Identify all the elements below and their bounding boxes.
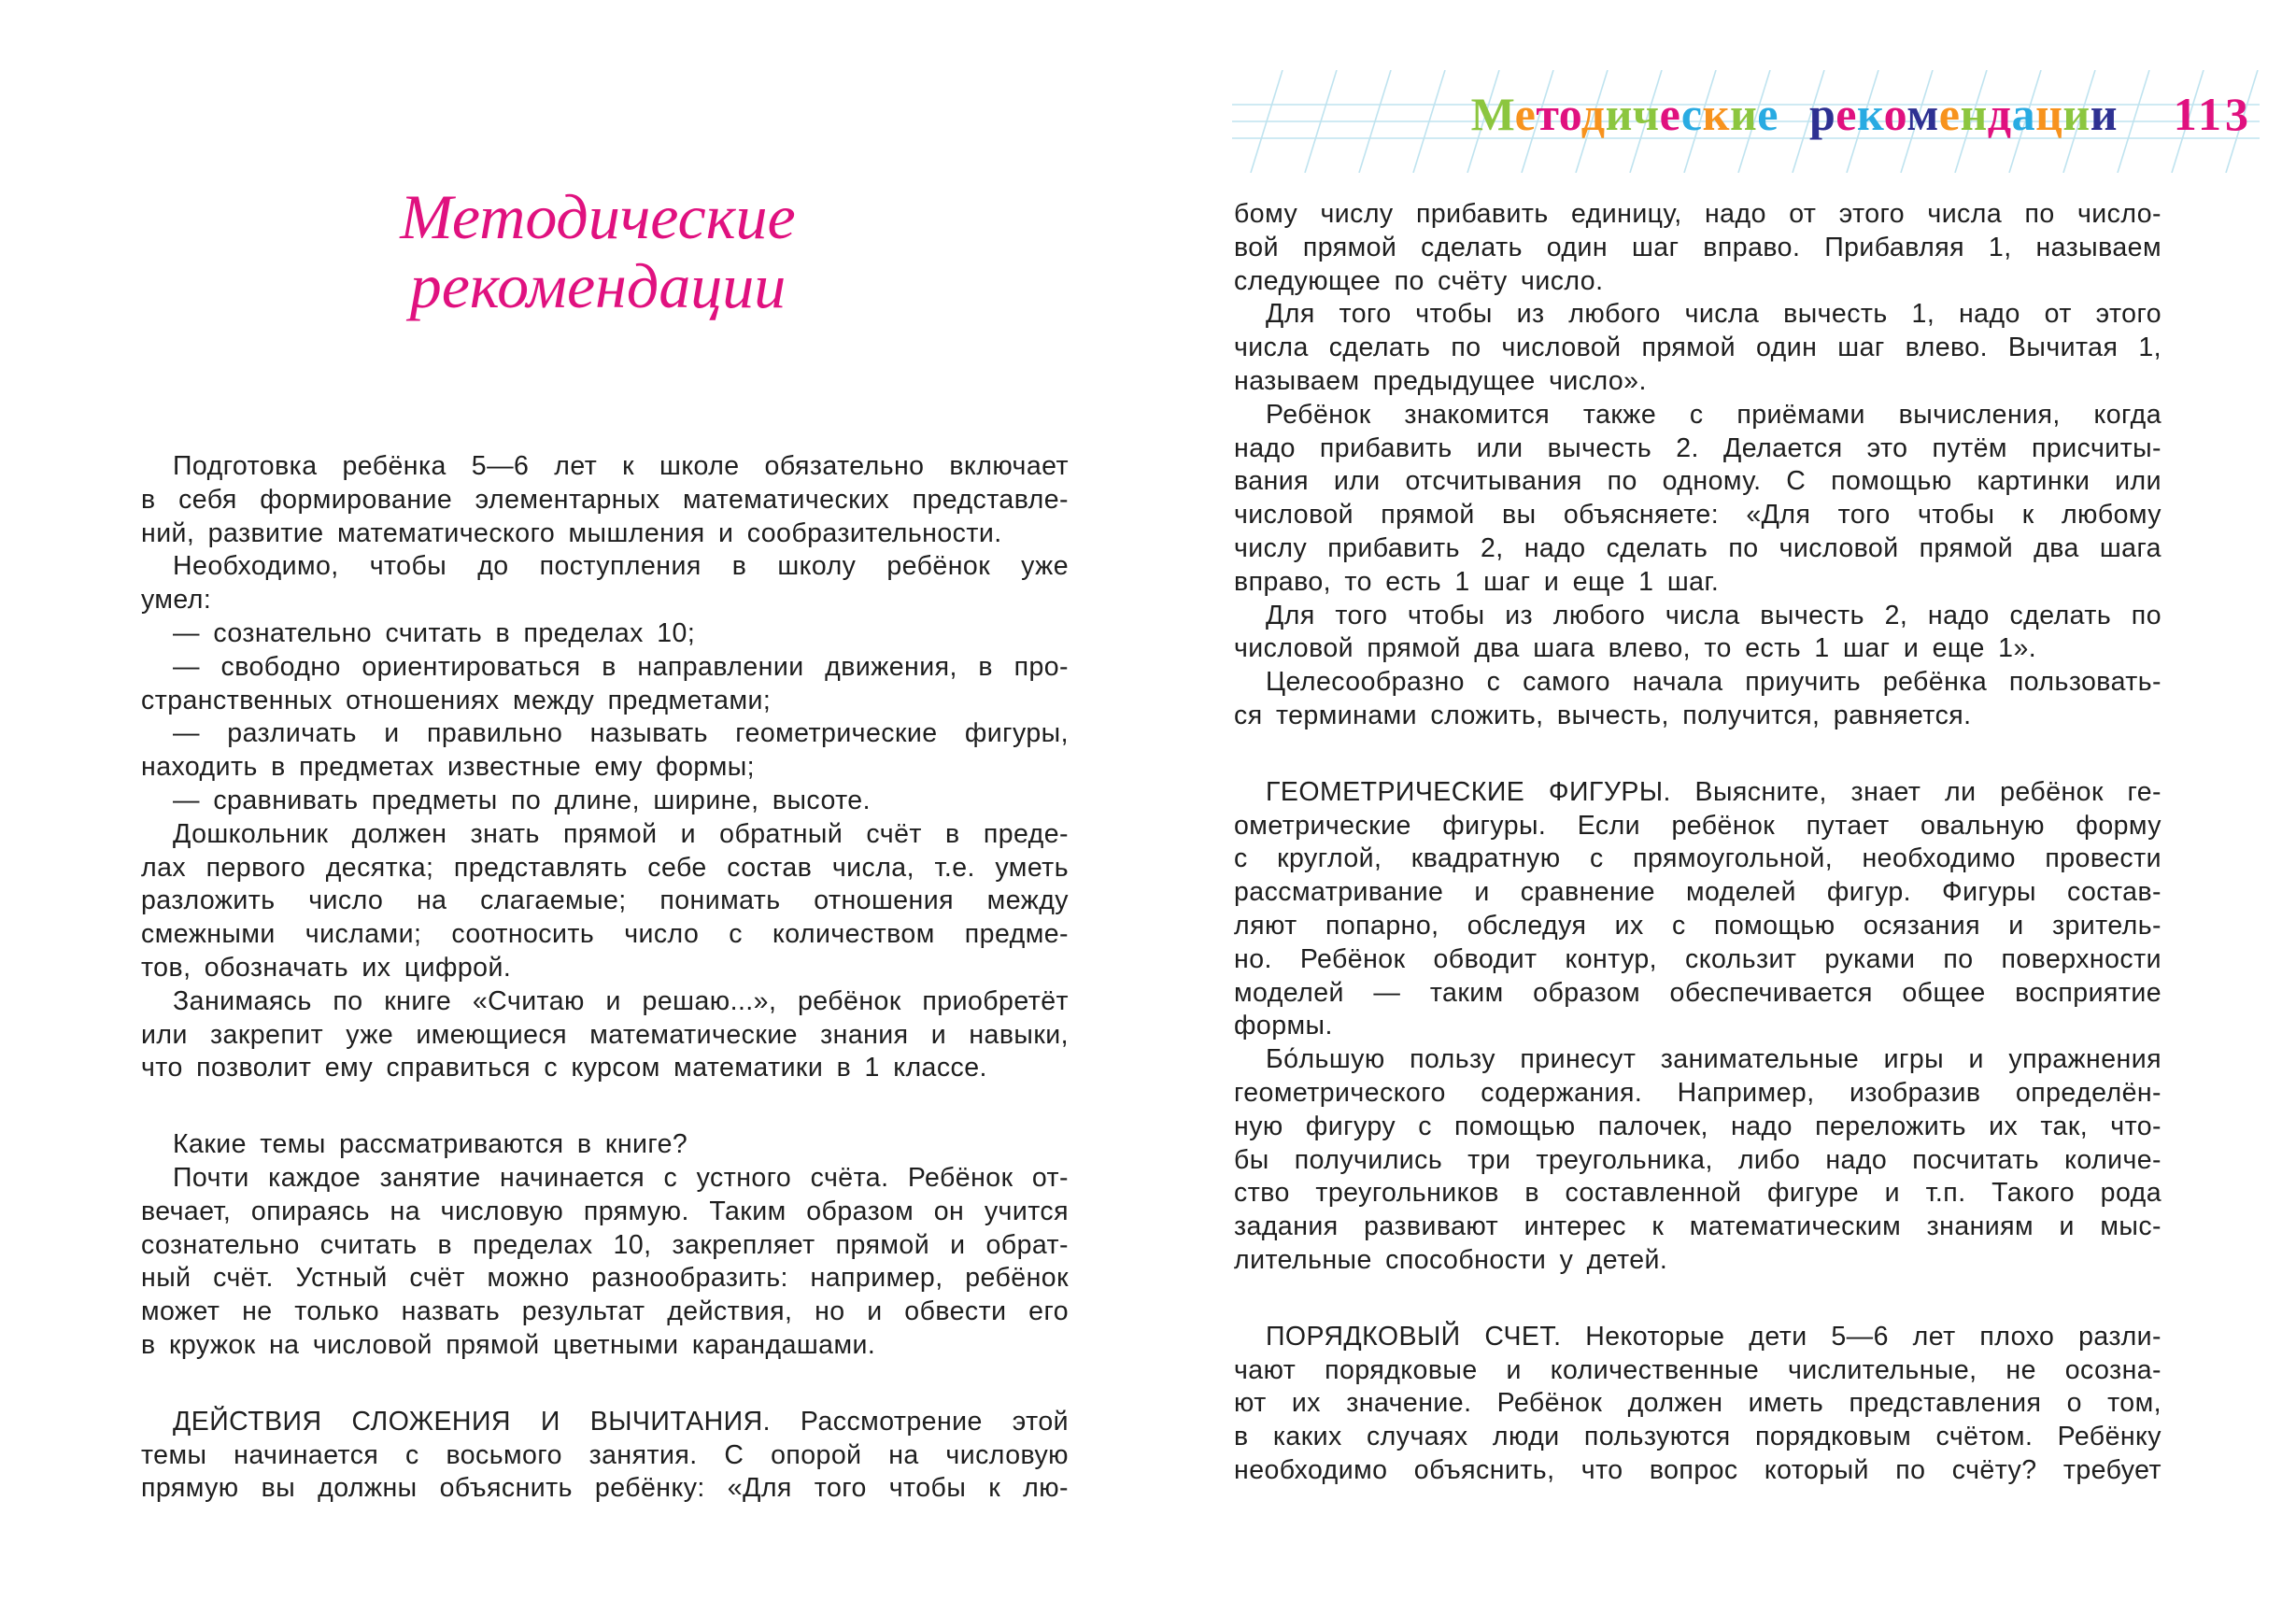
text-line: прямую вы должны объяснить ребёнку: «Для того чтобы к лю- <box>141 1473 1069 1504</box>
text-line: тов, обозначать их цифрой. <box>141 952 512 983</box>
text-line: ство треугольников в составленной фигуре и т.п. Такого рода <box>1234 1178 2161 1209</box>
text-line: числовой прямой вы объясняете: «Для того чтобы к любому <box>1234 500 2161 531</box>
header-title-letter: н <box>1960 88 1988 140</box>
text-line: Для того чтобы из любого числа вычесть 1, надо от этого <box>1266 299 2161 330</box>
text-line: — свободно ориентироваться в направлении движения, в про- <box>173 651 1069 682</box>
paragraph-gap <box>141 1363 1069 1406</box>
header-title-letter: е <box>1835 88 1857 140</box>
text-line: следующее по счёту число. <box>1234 265 1604 296</box>
chapter-title-line-2: рекомендации <box>409 250 787 321</box>
text-line: Подготовка ребёнка 5—6 лет к школе обязательно включает <box>173 451 1069 481</box>
text-line: лах первого десятка; представлять себе состав числа, т.е. уметь <box>141 852 1069 883</box>
header-title-letter: р <box>1808 88 1836 140</box>
header-title-letter: е <box>1938 88 1961 140</box>
text-line: ют их значение. Ребёнок должен иметь представления о том, <box>1234 1388 2161 1419</box>
text-line: рассматривание и сравнение моделей фигур. Фигуры состав- <box>1234 877 2161 908</box>
paragraph-gap <box>141 1085 1069 1128</box>
text-line: ся терминами сложить, вычесть, получится, равняется. <box>1234 700 1972 730</box>
text-line: — различать и правильно называть геометрические фигуры, <box>173 718 1069 749</box>
header-title-letter: е <box>1757 88 1779 140</box>
text-line: ную фигуру с помощью палочек, надо переложить их так, что- <box>1234 1111 2161 1141</box>
text-line: Какие темы рассматриваются в книге? <box>173 1129 688 1160</box>
text-line: числу прибавить 2, надо сделать по числовой прямой два шага <box>1234 532 2161 563</box>
text-line: странственных отношениях между предметами; <box>141 685 772 715</box>
text-line: формы. <box>1234 1011 1333 1041</box>
text-line: сознательно считать в пределах 10, закрепляет прямой и обрат- <box>141 1229 1069 1260</box>
text-line: ГЕОМЕТРИЧЕСКИЕ ФИГУРЫ. Выясните, знает ли ребёнок ге- <box>1266 776 2161 807</box>
text-line: чают порядковые и количественные числительные, не осозна- <box>1234 1354 2161 1385</box>
text-line: что позволит ему справиться с курсом математики в 1 классе. <box>141 1053 987 1083</box>
text-line: разложить число на слагаемые; понимать отношения между <box>141 885 1069 916</box>
header-title-letter: е <box>1514 88 1537 140</box>
header-title-letter: е <box>1659 88 1681 140</box>
header-title-letter: д <box>1580 88 1606 140</box>
text-line: Ребёнок знакомится также с приёмами вычисления, когда <box>1266 399 2161 430</box>
header-title-letter: и <box>1729 88 1758 140</box>
text-line: смежными числами; соотносить число с количеством предме- <box>141 919 1069 950</box>
running-header-title <box>1471 87 2118 141</box>
text-line: — сравнивать предметы по длине, ширине, высоте. <box>173 785 871 815</box>
text-line: в каких случаях люди пользуются порядковым счётом. Ребёнку <box>1234 1422 2161 1452</box>
text-line: ный счёт. Устный счёт можно разнообразить: например, ребёнок <box>141 1263 1069 1294</box>
header-title-letter: и <box>1605 88 1633 140</box>
chapter-title-line-1: Методические <box>400 181 796 252</box>
text-line: ний, развитие математического мышления и сообразительности. <box>141 517 1002 548</box>
text-line: вечает, опираясь на числовую прямую. Таким образом он учится <box>141 1196 1069 1226</box>
paragraph-gap <box>1234 1278 2161 1321</box>
header-title-letter: т <box>1536 88 1559 140</box>
header-title-letter: д <box>1987 88 2012 140</box>
text-line: умел: <box>141 585 212 616</box>
text-line: или закрепит уже имеющиеся математические знания и навыки, <box>141 1019 1069 1050</box>
right-page <box>1148 0 2296 1600</box>
chapter-title <box>336 182 859 320</box>
text-line: темы начинается с восьмого занятия. С опорой на числовую <box>141 1439 1069 1470</box>
text-line: с круглой, квадратную с прямоугольной, необходимо провести <box>1234 843 2161 874</box>
text-line: числовой прямой два шага влево, то есть 1 шаг и еще 1». <box>1234 633 2037 664</box>
header-title-letter: м <box>1906 88 1939 140</box>
text-line: Для того чтобы из любого числа вычесть 2, надо сделать по <box>1266 600 2161 630</box>
page-number: 113 <box>2173 88 2252 140</box>
text-line: но. Ребёнок обводит контур, скользит руками по поверхности <box>1234 943 2161 974</box>
text-line: необходимо объяснить, что вопрос который по счёту? требует <box>1234 1454 2161 1485</box>
text-line: бому числу прибавить единицу, надо от этого числа по число- <box>1234 199 2161 229</box>
text-line: ПОРЯДКОВЫЙ СЧЕТ. Некоторые дети 5—6 лет плохо разли- <box>1266 1321 2161 1352</box>
header-title-letter: ч <box>1632 88 1660 140</box>
text-line: геометрического содержания. Например, изобразив определён- <box>1234 1077 2161 1108</box>
text-line: может не только назвать результат действия, но и обвести его <box>141 1296 1069 1327</box>
header-title-letter: ц <box>2035 88 2063 140</box>
header-title-letter: и <box>2090 88 2118 140</box>
text-line: вправо, то есть 1 шаг и еще 1 шаг. <box>1234 566 1720 597</box>
text-line: в себя формирование элементарных математических представле- <box>141 484 1069 515</box>
text-line: моделей — таким образом обеспечивается общее восприятие <box>1234 977 2161 1008</box>
text-line: Бо́льшую пользу принесут занимательные игры и упражнения <box>1266 1044 2161 1075</box>
text-line: ляют попарно, обследуя их с помощью осязания и зритель- <box>1234 910 2161 941</box>
text-line: в кружок на числовой прямой цветными карандашами. <box>141 1329 876 1360</box>
text-line: ометрические фигуры. Если ребёнок путает овальную форму <box>1234 810 2161 841</box>
text-line: вания или отсчитывания по одному. С помощью картинки или <box>1234 466 2161 497</box>
header-title-letter: о <box>1558 88 1581 140</box>
text-line: лительные способности у детей. <box>1234 1244 1668 1275</box>
text-line: надо прибавить или вычесть 2. Делается это путём присчиты- <box>1234 432 2161 463</box>
text-line: бы получились три треугольника, либо надо посчитать количе- <box>1234 1144 2161 1175</box>
text-line: вой прямой сделать один шаг вправо. Прибавляя 1, называем <box>1234 232 2161 262</box>
paragraph-gap <box>1234 733 2161 776</box>
header-title-letter: о <box>1883 88 1907 140</box>
running-header <box>1232 70 2260 173</box>
text-line: Почти каждое занятие начинается с устного счёта. Ребёнок от- <box>173 1162 1069 1193</box>
text-line: Необходимо, чтобы до поступления в школу ребёнок уже <box>173 551 1069 582</box>
header-title-word <box>1809 88 2118 140</box>
text-line: задания развивают интерес к математическим знаниям и мыс- <box>1234 1211 2161 1242</box>
text-line: числа сделать по числовой прямой один шаг влево. Вычитая 1, <box>1234 333 2161 363</box>
header-title-letter: М <box>1470 88 1515 140</box>
text-line: Занимаясь по книге «Считаю и решаю...», ребёнок приобретёт <box>173 985 1069 1016</box>
header-title-letter: к <box>1856 88 1884 140</box>
text-line: находить в предметах известные ему формы; <box>141 752 756 783</box>
header-title-word <box>1471 88 1779 140</box>
text-line: Целесообразно с самого начала приучить ребёнка пользовать- <box>1266 667 2161 698</box>
header-title-letter: и <box>2062 88 2090 140</box>
header-title-letter: с <box>1680 88 1703 140</box>
text-line: называем предыдущее число». <box>1234 365 1647 396</box>
right-body-text <box>1234 198 2161 1488</box>
text-line: — сознательно считать в пределах 10; <box>173 617 696 648</box>
header-title-letter: а <box>2011 88 2036 140</box>
text-line: Дошкольник должен знать прямой и обратный счёт в преде- <box>173 818 1069 849</box>
header-title-letter: к <box>1702 88 1730 140</box>
text-line: ДЕЙСТВИЯ СЛОЖЕНИЯ И ВЫЧИТАНИЯ. Рассмотрение этой <box>173 1406 1069 1437</box>
left-body-text <box>141 450 1069 1506</box>
